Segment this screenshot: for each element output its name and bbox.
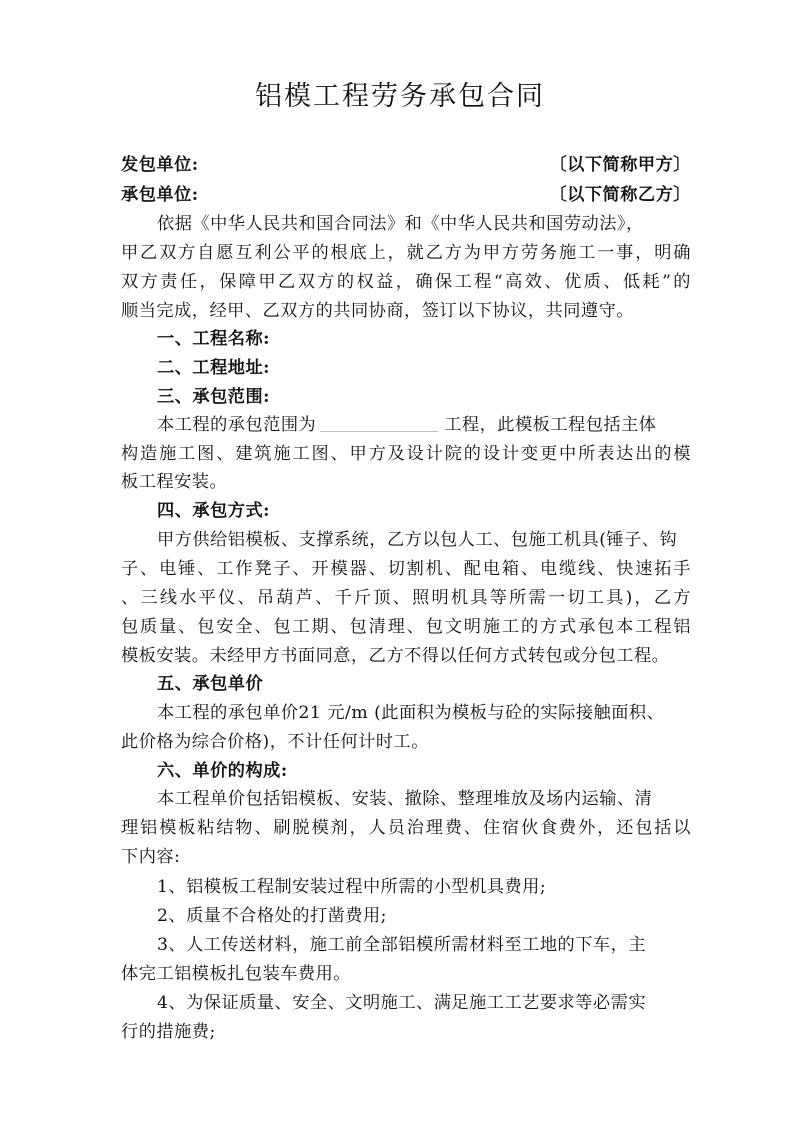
section-3-line-1 [157, 410, 691, 440]
section-1-heading: 一、工程名称: [157, 329, 270, 349]
item-1: 1、铝模板工程制安装过程中所需的小型机具费用; [157, 877, 547, 897]
item-4-line-2: 行的措施费; [121, 1022, 216, 1042]
subcontractor-label: 承包单位: [121, 185, 199, 205]
preamble-line-3: 双方责任，保障甲乙双方的权益，确保工程“高效、优质、低耗”的 [121, 272, 691, 292]
preamble-line-4: 顺当完成，经甲、乙双方的共同协商，签订以下协议，共同遵守。 [121, 301, 634, 321]
item-4-line-1: 4、为保证质量、安全、文明施工、满足施工工艺要求等必需实 [157, 993, 647, 1013]
section-6-heading: 六、单价的构成: [157, 761, 288, 781]
section-5-line-2: 此价格为综合价格)，不计任何计时工。 [121, 732, 429, 752]
section-6-line-3: 下内容: [121, 847, 181, 867]
section-3-heading: 三、承包范围: [157, 387, 270, 407]
section-4-line-3: 、三线水平仪、吊葫芦、千斤顶、照明机具等所需一切工具)，乙方 [121, 588, 691, 608]
section-6-line-1: 本工程单价包括铝模板、安装、撤除、整理堆放及场内运输、清 [157, 789, 653, 809]
section-5-heading: 五、承包单价 [157, 674, 264, 694]
item-3-line-1: 3、人工传送材料，施工前全部铝模所需材料至工地的下车，主 [157, 935, 647, 955]
section-3-line-2: 构造施工图、建筑施工图、甲方及设计院的设计变更中所表达出的模 [121, 444, 691, 464]
preamble-line-1: 依据《中华人民共和国合同法》和《中华人民共和国劳动法》， [157, 214, 644, 234]
section-4-heading: 四、承包方式: [157, 501, 270, 521]
preamble-line-2: 甲乙双方自愿互利公平的根底上，就乙方为甲方劳务施工一事，明确 [121, 243, 691, 263]
section-2-heading: 二、工程地址: [157, 358, 270, 378]
item-2: 2、质量不合格处的打凿费用; [157, 906, 387, 926]
section-4-line-2: 子、电锤、工作凳子、开模器、切割机、配电箱、电缆线、快速拓手 [121, 559, 691, 579]
section-3-line-1-a: 本工程的承包范围为 [157, 415, 317, 435]
document-title: 铝模工程劳务承包合同 [255, 81, 545, 112]
contractor-row [121, 150, 691, 180]
section-6-line-2: 理铝模板粘结物、刷脱模剂，人员治理费、住宿伙食费外，还包括以 [121, 818, 691, 838]
section-5-line-1: 本工程的承包单价21 元/m (此面积为模板与砼的实际接触面积、 [157, 703, 665, 723]
section-3-line-1-b: 工程，此模板工程包括主体 [444, 415, 657, 435]
section-4-line-5: 模板安装。未经甲方书面同意，乙方不得以任何方式转包或分包工程。 [121, 646, 670, 666]
item-3-line-2: 体完工铝模板扎包装车费用。 [121, 964, 351, 984]
section-4-line-4: 包质量、包安全、包工期、包清理、包文明施工的方式承包本工程铝 [121, 617, 691, 637]
subcontractor-row [121, 180, 691, 210]
contractor-note: 〔以下简称甲方〕 [549, 155, 691, 175]
contractor-label: 发包单位: [121, 155, 199, 175]
subcontractor-note: 〔以下简称乙方〕 [549, 185, 691, 205]
section-4-line-1: 甲方供给铝模板、支撑系统，乙方以包人工、包施工机具(锤子、钩 [157, 530, 678, 550]
section-3-line-3: 板工程安装。 [121, 472, 228, 492]
project-name-blank [320, 413, 438, 432]
